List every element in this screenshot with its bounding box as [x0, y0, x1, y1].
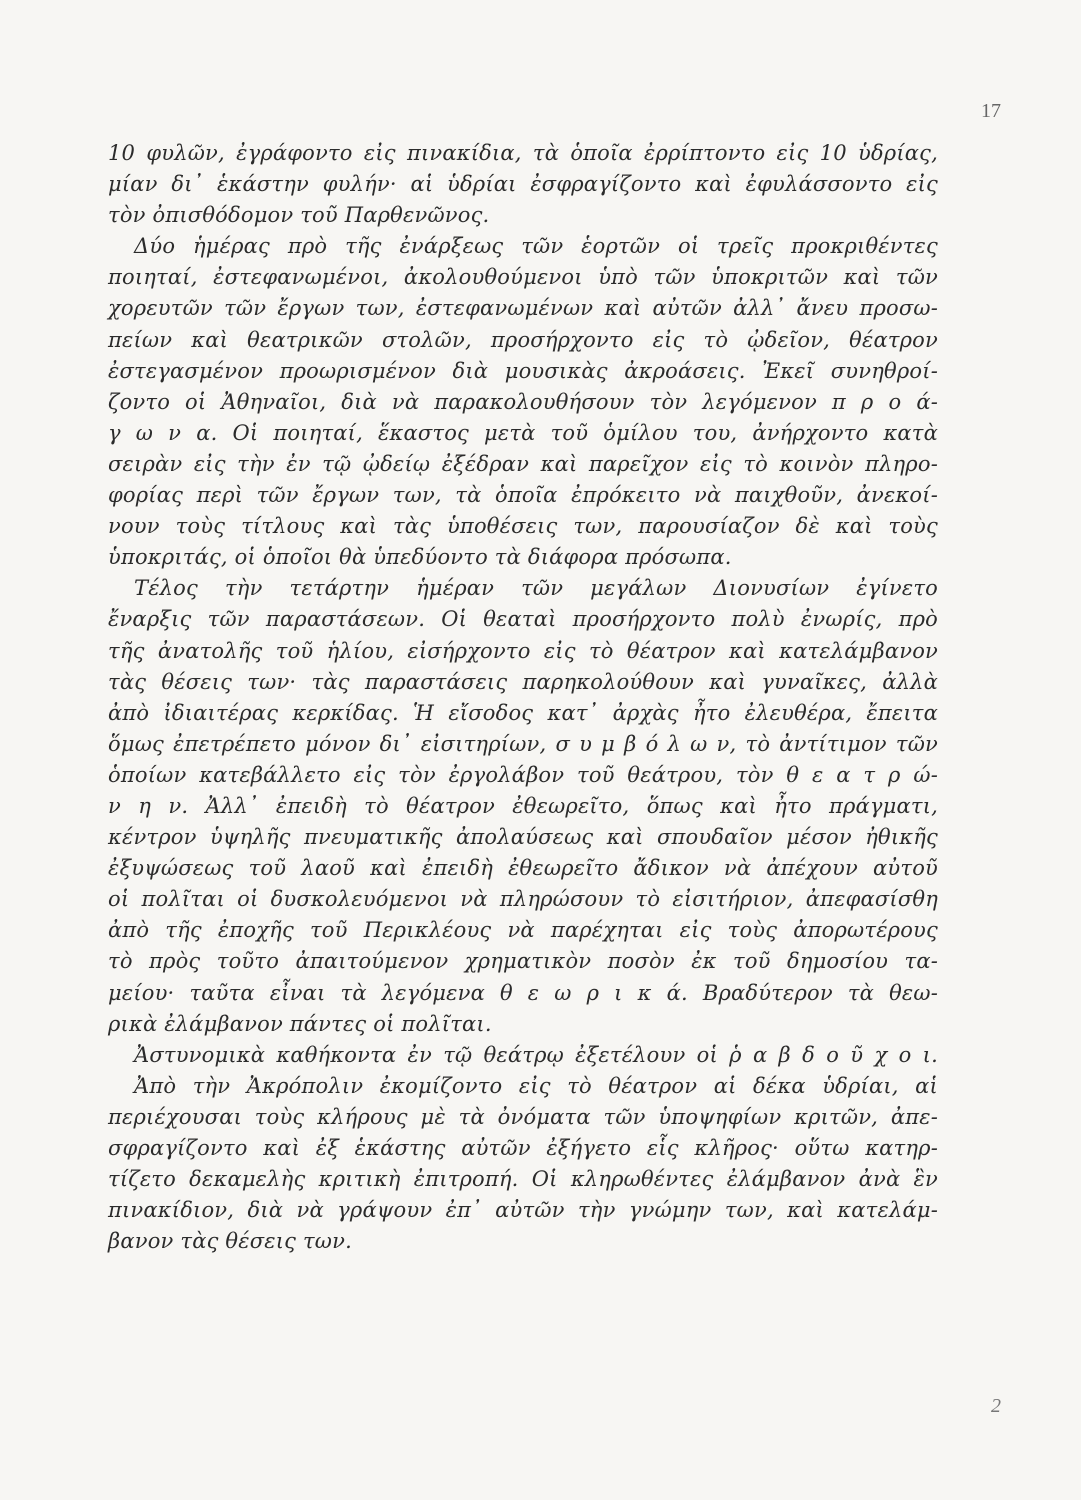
text-line: ἀπὸ τῆς ἐποχῆς τοῦ Περικλέους νὰ παρέχηται εἰς τοὺς ἀπορωτέρους [108, 918, 938, 943]
text-line: γ ω ν α. Οἱ ποιηταί, ἕκαστος μετὰ τοῦ ὁμίλου του, ἀνήρχοντο κατὰ [108, 420, 938, 445]
text-line: μείου· ταῦτα εἶναι τὰ λεγόμενα θ ε ω ρ ι κ ά. Βραδύτερον τὰ θεω- [108, 980, 938, 1005]
body-text [108, 138, 938, 1257]
text-line: ἀπὸ ἰδιαιτέρας κερκίδας. Ἡ εἴσοδος κατ᾿ ἀρχὰς ἦτο ἐλευθέρα, ἔπειτα [108, 700, 938, 725]
page-number: 17 [981, 100, 1001, 122]
text-line: ποιηταί, ἐστεφανωμένοι, ἀκολουθούμενοι ὑπὸ τῶν ὑποκριτῶν καὶ τῶν [108, 265, 938, 290]
text-line: 10 φυλῶν, ἐγράφοντο εἰς πινακίδια, τὰ ὁποῖα ἐρρίπτοντο εἰς 10 ὑδρίας, [108, 141, 938, 165]
text-line: τίζετο δεκαμελὴς κριτικὴ ἐπιτροπή. Οἱ κληρωθέντες ἐλάμβανον ἀνὰ ἓν [108, 1167, 938, 1192]
text-line: ν η ν. Ἀλλ᾿ ἐπειδὴ τὸ θέατρον ἐθεωρεῖτο, ὅπως καὶ ἦτο πράγματι, [108, 793, 938, 818]
text-line: τὸ πρὸς τοῦτο ἀπαιτούμενον χρηματικὸν ποσὸν ἐκ τοῦ δημοσίου τα- [108, 949, 938, 974]
text-line: Τέλος τὴν τετάρτην ἡμέραν τῶν μεγάλων Διονυσίων ἐγίνετο [134, 576, 938, 601]
text-line: Ἀπὸ τὴν Ἀκρόπολιν ἐκομίζοντο εἰς τὸ θέατρον αἱ δέκα ὑδρίαι, αἱ [134, 1073, 938, 1098]
text-line: ἐξυψώσεως τοῦ λαοῦ καὶ ἐπειδὴ ἐθεωρεῖτο ἄδικον νὰ ἀπέχουν αὐτοῦ [108, 856, 938, 881]
text-line: περιέχουσαι τοὺς κλήρους μὲ τὰ ὀνόματα τῶν ὑποψηφίων κριτῶν, ἀπε- [108, 1104, 938, 1129]
text-line: βανον τὰς θέσεις των. [108, 1229, 352, 1254]
text-line: νουν τοὺς τίτλους καὶ τὰς ὑποθέσεις των, παρουσίαζον δὲ καὶ τοὺς [108, 514, 938, 539]
text-line: πείων καὶ θεατρικῶν στολῶν, προσήρχοντο εἰς τὸ ᾠδεῖον, θέατρον [108, 327, 938, 352]
text-line: τὸν ὀπισθόδομον τοῦ Παρθενῶνος. [108, 203, 490, 228]
text-line: πινακίδιον, διὰ νὰ γράψουν ἐπ᾿ αὐτῶν τὴν γνώμην των, καὶ κατελάμ- [108, 1198, 938, 1223]
text-line: μίαν δι᾿ ἑκάστην φυλήν· αἱ ὑδρίαι ἐσφραγίζοντο καὶ ἐφυλάσσοντο εἰς [108, 172, 938, 197]
text-line: Ἀστυνομικὰ καθήκοντα ἐν τῷ θεάτρῳ ἐξετέλουν οἱ ῥ α β δ ο ῦ χ ο ι. [134, 1042, 938, 1067]
text-line: ὅμως ἐπετρέπετο μόνον δι᾿ εἰσιτηρίων, σ υ μ β ό λ ω ν, τὸ ἀντίτιμον τῶν [108, 731, 938, 756]
text-line: τὰς θέσεις των· τὰς παραστάσεις παρηκολούθουν καὶ γυναῖκες, ἀλλὰ [108, 669, 938, 694]
text-line: ὁποίων κατεβάλλετο εἰς τὸν ἐργολάβον τοῦ θεάτρου, τὸν θ ε α τ ρ ώ- [108, 762, 938, 787]
text-line: Δύο ἡμέρας πρὸ τῆς ἐνάρξεως τῶν ἑορτῶν οἱ τρεῖς προκριθέντες [134, 234, 938, 259]
signature-mark: 2 [991, 1395, 1001, 1417]
text-line: ἔναρξις τῶν παραστάσεων. Οἱ θεαταὶ προσήρχοντο πολὺ ἐνωρίς, πρὸ [108, 607, 938, 632]
text-line: σφραγίζοντο καὶ ἐξ ἑκάστης αὐτῶν ἐξήγετο εἷς κλῆρος· οὕτω κατηρ- [108, 1136, 938, 1160]
text-line: φορίας περὶ τῶν ἔργων των, τὰ ὁποῖα ἐπρόκειτο νὰ παιχθοῦν, ἀνεκοί- [108, 483, 938, 508]
text-line: ζοντο οἱ Ἀθηναῖοι, διὰ νὰ παρακολουθήσουν τὸν λεγόμενον π ρ ο ά- [108, 389, 938, 414]
text-line: τῆς ἀνατολῆς τοῦ ἡλίου, εἰσήρχοντο εἰς τὸ θέατρον καὶ κατελάμβανον [108, 638, 938, 663]
text-line: ὑποκριτάς, οἱ ὁποῖοι θὰ ὑπεδύοντο τὰ διάφορα πρόσωπα. [108, 545, 732, 570]
text-line: ἐστεγασμένον προωρισμένον διὰ μουσικὰς ἀκροάσεις. Ἐκεῖ συνηθροί- [108, 358, 938, 383]
text-line: ρικὰ ἐλάμβανον πάντες οἱ πολῖται. [108, 1011, 492, 1036]
text-line: χορευτῶν τῶν ἔργων των, ἐστεφανωμένων καὶ αὐτῶν ἀλλ᾿ ἄνευ προσω- [108, 296, 938, 321]
text-line: οἱ πολῖται οἱ δυσκολευόμενοι νὰ πληρώσουν τὸ εἰσιτήριον, ἀπεφασίσθη [108, 887, 938, 912]
text-line: κέντρον ὑψηλῆς πνευματικῆς ἀπολαύσεως καὶ σπουδαῖον μέσον ἠθικῆς [108, 825, 938, 850]
text-line: σειρὰν εἰς τὴν ἐν τῷ ᾠδείῳ ἐξέδραν καὶ παρεῖχον εἰς τὸ κοινὸν πληρο- [108, 451, 938, 476]
